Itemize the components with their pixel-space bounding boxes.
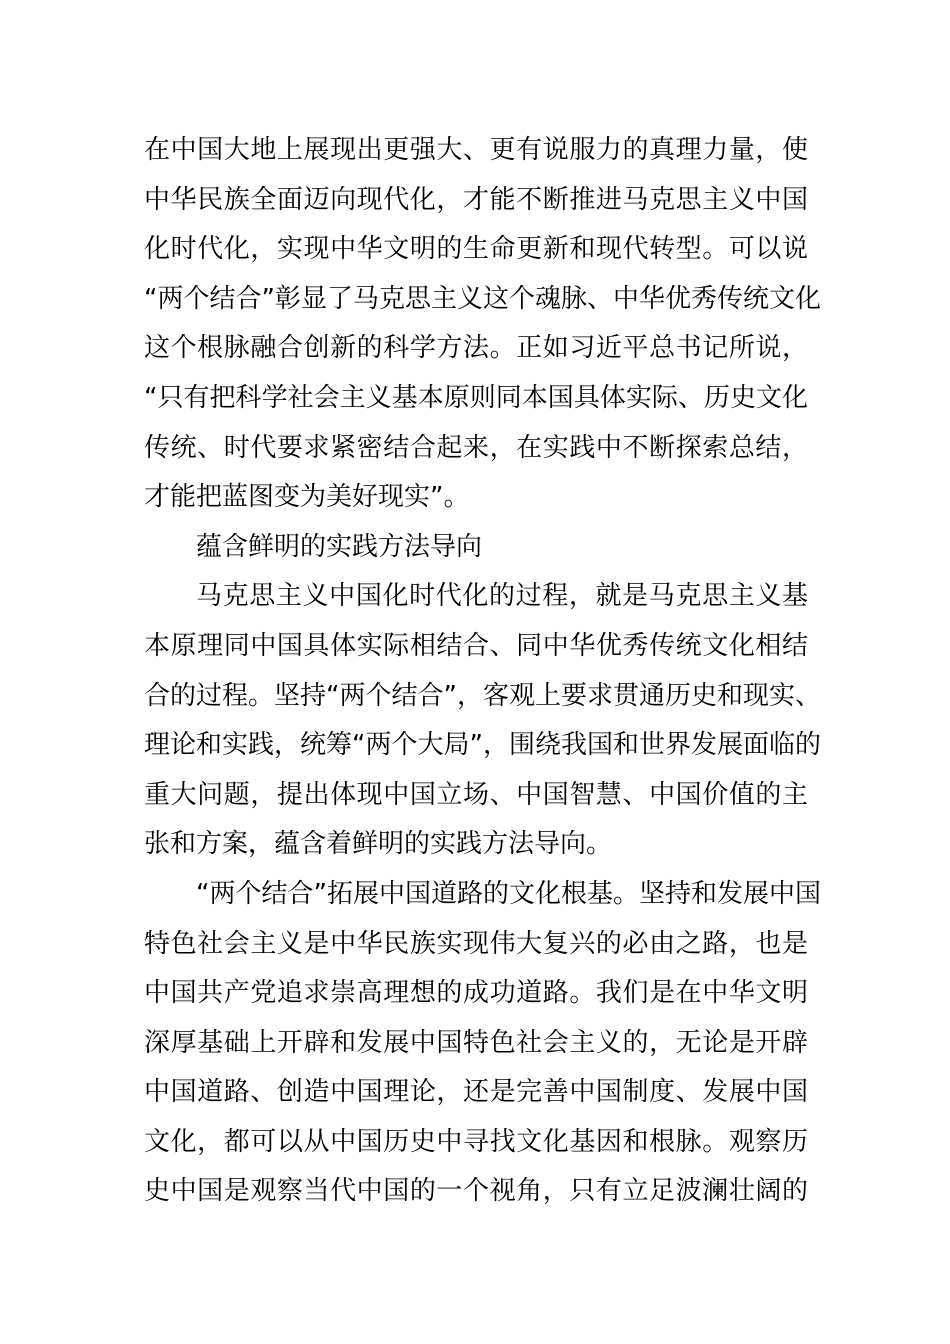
text-line: 理论和实践，统筹“两个大局”，围绕我国和世界发展面临的 <box>144 730 821 761</box>
text-line: “两个结合”彰显了马克思主义这个魂脉、中华优秀传统文化 <box>144 283 821 314</box>
text-line: 中国道路、创造中国理论，还是完善中国制度、发展中国 <box>144 1077 808 1108</box>
text-line: 深厚基础上开辟和发展中国特色社会主义的，无论是开辟 <box>144 1027 808 1058</box>
text-line: 文化，都可以从中国历史中寻找文化基因和根脉。观察历 <box>144 1126 808 1157</box>
text-line: 在中国大地上展现出更强大、更有说服力的真理力量，使 <box>144 135 808 165</box>
text-line: 张和方案，蕴含着鲜明的实践方法导向。 <box>144 829 613 860</box>
text-line: 马克思主义中国化时代化的过程，就是马克思主义基 <box>196 581 808 612</box>
text-line: 中华民族全面迈向现代化，才能不断推进马克思主义中国 <box>144 184 808 215</box>
text-line: 化时代化，实现中华文明的生命更新和现代转型。可以说 <box>144 234 808 265</box>
text-line: 合的过程。坚持“两个结合”，客观上要求贯通历史和现实、 <box>144 680 821 711</box>
text-line: “两个结合”拓展中国道路的文化根基。坚持和发展中国 <box>196 878 821 909</box>
text-line: 才能把蓝图变为美好现实”。 <box>144 482 470 513</box>
text-line: 传统、时代要求紧密结合起来，在实践中不断探索总结， <box>144 432 808 463</box>
text-line: 特色社会主义是中华民族实现伟大复兴的必由之路，也是 <box>144 928 808 959</box>
section-heading: 蕴含鲜明的实践方法导向 <box>196 531 483 562</box>
text-line: 这个根脉融合创新的科学方法。正如习近平总书记所说， <box>144 333 808 364</box>
text-line: “只有把科学社会主义基本原则同本国具体实际、历史文化 <box>144 382 808 413</box>
text-line: 重大问题，提出体现中国立场、中国智慧、中国价值的主 <box>144 779 808 810</box>
body-text <box>144 126 821 1217</box>
text-line: 本原理同中国具体实际相结合、同中华优秀传统文化相结 <box>144 630 808 661</box>
text-line: 史中国是观察当代中国的一个视角，只有立足波澜壮阔的 <box>144 1176 808 1207</box>
text-line: 中国共产党追求崇高理想的成功道路。我们是在中华文明 <box>144 978 808 1009</box>
